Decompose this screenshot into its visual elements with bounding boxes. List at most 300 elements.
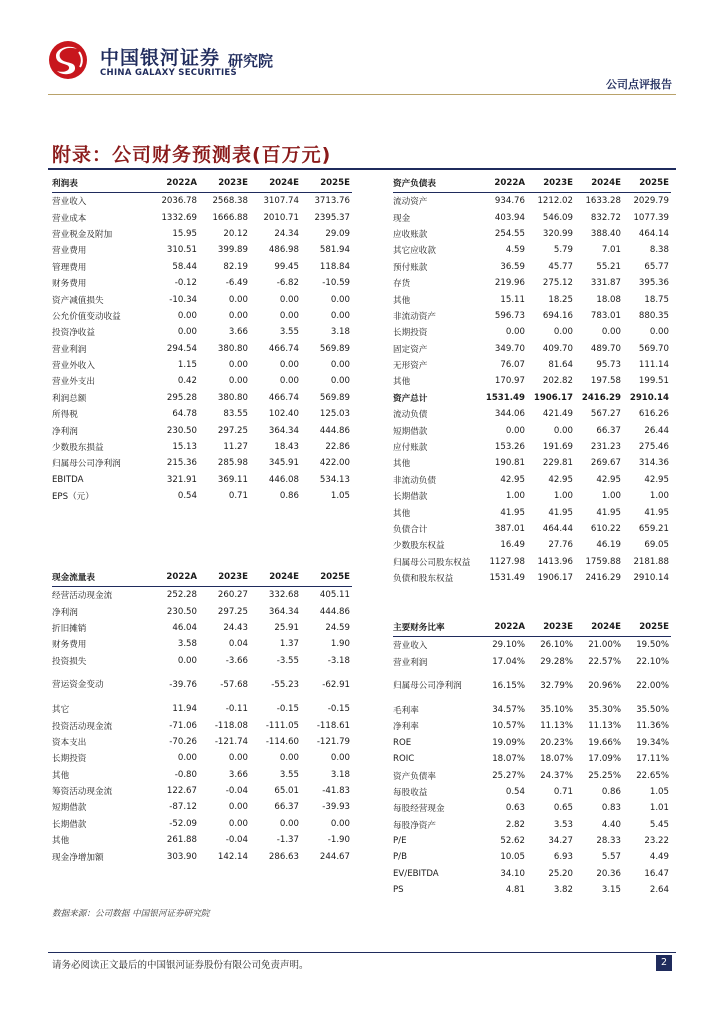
cell-value: -111.05	[265, 720, 299, 731]
table-row	[393, 291, 671, 307]
cell-value: 0.00	[279, 376, 299, 387]
table-row	[52, 390, 352, 406]
cell-value: 41.95	[548, 507, 573, 518]
cell-value: 65.77	[644, 261, 669, 272]
cell-value: 596.73	[494, 310, 525, 321]
cell-value: 0.86	[279, 491, 299, 502]
cell-value: 11.94	[172, 704, 197, 715]
row-label: 营业成本	[52, 213, 87, 224]
table-row	[52, 193, 352, 210]
table-row	[52, 767, 352, 783]
row-label: EV/EBITDA	[393, 868, 439, 879]
cell-value: 616.26	[638, 409, 669, 420]
cell-value: 2395.37	[314, 212, 350, 223]
cell-value: 69.05	[644, 540, 669, 551]
cell-value: 5.57	[601, 852, 621, 863]
cell-value: -121.74	[214, 736, 248, 747]
cell-value: 486.98	[268, 245, 299, 256]
table-row	[52, 373, 352, 389]
row-label: 净利润	[52, 426, 78, 437]
table-row	[393, 357, 671, 373]
table-row	[393, 570, 671, 586]
table-row	[52, 587, 352, 604]
cell-value: 202.82	[542, 376, 573, 387]
cell-value: 466.74	[268, 392, 299, 403]
income-statement-table	[52, 174, 352, 504]
year-header: 2025E	[301, 568, 352, 587]
cell-value: 6.93	[553, 852, 573, 863]
cell-value: -71.06	[169, 720, 197, 731]
cell-value: 1.37	[279, 639, 299, 650]
cell-value: 403.94	[494, 212, 525, 223]
cell-value: -0.80	[174, 769, 197, 780]
cell-value: 0.00	[279, 753, 299, 764]
row-label: 财务费用	[52, 640, 87, 651]
cell-value: 310.51	[166, 245, 197, 256]
row-label: 少数股东权益	[393, 541, 445, 552]
cell-value: 1413.96	[537, 556, 573, 567]
cell-value: 349.70	[494, 343, 525, 354]
table-row	[393, 637, 671, 654]
cell-value: 20.23%	[540, 737, 573, 748]
cell-value: 17.04%	[492, 656, 525, 667]
cell-value: 0.71	[553, 786, 573, 797]
cell-value: 421.49	[542, 409, 573, 420]
cell-value: -0.12	[174, 278, 197, 289]
page-header	[0, 0, 724, 100]
row-label: 营业收入	[52, 197, 87, 208]
table-row	[393, 209, 671, 225]
cell-value: 331.87	[590, 278, 621, 289]
year-header: 2025E	[623, 174, 671, 193]
table-row	[393, 554, 671, 570]
cell-value: 11.13%	[588, 721, 621, 732]
cell-value: 19.66%	[588, 737, 621, 748]
cell-value: 694.16	[542, 310, 573, 321]
cell-value: 2910.14	[633, 573, 669, 584]
cell-value: 464.14	[638, 228, 669, 239]
table-row	[393, 390, 671, 406]
table-row	[52, 783, 352, 799]
cell-value: 464.44	[542, 524, 573, 534]
cell-value: -55.23	[271, 679, 299, 690]
cell-value: 0.00	[279, 310, 299, 321]
year-header: 2025E	[623, 618, 671, 637]
cell-value: 2029.79	[633, 196, 669, 207]
table-row	[52, 653, 352, 669]
year-header: 2022A	[479, 174, 527, 193]
row-label: 负债合计	[393, 525, 428, 535]
cell-value: -121.79	[316, 736, 350, 747]
cell-value: 0.00	[279, 360, 299, 371]
row-label: 资产负债率	[393, 771, 436, 782]
cell-value: 0.00	[330, 818, 350, 829]
table-row	[52, 669, 352, 701]
cell-value: 229.81	[542, 458, 573, 469]
cell-value: 3713.76	[314, 196, 350, 207]
year-header: 2025E	[301, 174, 352, 193]
cell-value: 35.30%	[588, 704, 621, 715]
cell-value: 1.15	[177, 360, 197, 371]
row-label-text: 归属母公司净利润	[393, 680, 462, 691]
cell-value: 1.05	[649, 786, 669, 797]
cell-value: 1531.49	[485, 392, 525, 403]
cell-value: 4.59	[505, 245, 525, 256]
cell-value: 2036.78	[161, 196, 197, 207]
cell-value: 344.06	[494, 409, 525, 420]
document-type: 公司点评报告	[606, 78, 672, 91]
cell-value: 19.50%	[636, 640, 669, 651]
cell-value: 0.00	[228, 310, 248, 321]
year-header: 2024E	[575, 618, 623, 637]
cell-value: 22.65%	[636, 770, 669, 781]
row-label: 每股经营现金	[393, 804, 445, 815]
cell-value: 489.70	[590, 343, 621, 354]
cell-value: 364.34	[268, 606, 299, 617]
row-label: 其他	[393, 295, 411, 306]
table-row	[393, 308, 671, 324]
cell-value: 102.40	[268, 409, 299, 420]
cell-value: 21.00%	[588, 640, 621, 651]
table-row	[393, 718, 671, 734]
cell-value: 569.70	[638, 343, 669, 354]
table-row	[393, 373, 671, 389]
cell-value: 0.00	[649, 327, 669, 338]
cell-value: 0.63	[505, 803, 525, 814]
cell-value: 42.95	[500, 474, 525, 485]
cell-value: 3.66	[228, 327, 248, 338]
cell-value: 5.45	[649, 819, 669, 830]
brand-name: 中国银河证券	[100, 47, 221, 69]
row-label: 每股净资产	[393, 820, 436, 831]
cell-value: 42.95	[596, 474, 621, 485]
cell-value: 153.26	[494, 442, 525, 453]
cell-value: 29.10%	[492, 640, 525, 651]
row-label: 现金净增加额	[52, 852, 104, 863]
cell-value: 1.00	[505, 491, 525, 502]
cash-flow-header-row	[52, 568, 352, 587]
cell-value: 142.14	[217, 851, 248, 862]
row-label: 经营活动现金流	[52, 591, 113, 602]
page-number: 2	[656, 955, 672, 971]
row-label: 少数股东损益	[52, 443, 104, 454]
cell-value: 0.00	[553, 425, 573, 436]
cell-value: 17.11%	[636, 754, 669, 765]
cell-value: 269.67	[590, 458, 621, 469]
year-header: 2023E	[199, 568, 250, 587]
row-label: 流动资产	[393, 197, 428, 208]
row-label: EPS（元）	[52, 492, 94, 503]
table-row	[52, 750, 352, 766]
row-label: 其他	[393, 459, 411, 470]
cell-value: 297.25	[217, 606, 248, 617]
cell-value: 0.00	[177, 310, 197, 321]
cell-value: 27.76	[548, 540, 573, 551]
table-row	[52, 488, 352, 504]
cell-value: 197.58	[590, 376, 621, 387]
cell-value: 199.51	[638, 376, 669, 387]
row-label: 长期投资	[393, 328, 428, 339]
cell-value: -0.15	[276, 704, 299, 715]
cell-value: 36.59	[500, 261, 525, 272]
cell-value: -6.82	[276, 278, 299, 289]
cell-value: 297.25	[217, 425, 248, 436]
table-row	[52, 620, 352, 636]
table-row	[393, 521, 671, 537]
row-label: 归属母公司股东权益	[393, 557, 471, 568]
cell-value: -1.37	[276, 835, 299, 846]
row-label: 其它应收款	[393, 246, 436, 257]
cell-value: 0.00	[228, 818, 248, 829]
cell-value: 0.54	[505, 786, 525, 797]
cell-value: 81.64	[548, 360, 573, 371]
table-row	[52, 422, 352, 438]
cell-value: 111.14	[638, 360, 669, 371]
cell-value: 34.27	[548, 836, 573, 847]
table-row	[52, 636, 352, 652]
cell-value: 2010.71	[263, 212, 299, 223]
row-label: 固定资产	[393, 344, 428, 355]
row-label: 流动负债	[393, 410, 428, 421]
cell-value: 4.40	[601, 819, 621, 830]
cell-value: 125.03	[319, 409, 350, 420]
title-divider	[48, 168, 676, 170]
income-statement-title: 利润表	[52, 174, 148, 193]
table-row	[52, 324, 352, 340]
row-label: 营业收入	[393, 641, 428, 652]
table-row	[52, 242, 352, 258]
cash-flow-table	[52, 568, 352, 865]
row-label: 归属母公司净利润	[52, 459, 121, 470]
cell-value: 260.27	[217, 590, 248, 601]
cell-value: 399.89	[217, 245, 248, 256]
cell-value: 1.05	[330, 491, 350, 502]
cell-value: 934.76	[494, 196, 525, 207]
cell-value: 1.00	[553, 491, 573, 502]
cell-value: 18.08	[596, 294, 621, 305]
row-label: 其他	[52, 836, 70, 847]
cell-value: 380.80	[217, 392, 248, 403]
cell-value: 35.50%	[636, 704, 669, 715]
cell-value: -1.90	[327, 835, 350, 846]
table-row	[393, 800, 671, 816]
cell-value: -3.66	[225, 655, 248, 666]
table-row	[52, 308, 352, 324]
cell-value: 295.28	[166, 392, 197, 403]
cell-value: 1759.88	[585, 556, 621, 567]
cell-value: 0.00	[601, 327, 621, 338]
cell-value: 783.01	[590, 310, 621, 321]
table-row	[52, 291, 352, 307]
cell-value: 18.07%	[492, 754, 525, 765]
table-row	[52, 734, 352, 750]
cell-value: -0.11	[225, 704, 248, 715]
table-row	[52, 439, 352, 455]
cell-value: -10.59	[322, 278, 350, 289]
cell-value: 303.90	[166, 851, 197, 862]
row-label: 投资活动现金流	[52, 721, 113, 732]
cell-value: 22.10%	[636, 656, 669, 667]
cell-value: 0.54	[177, 491, 197, 502]
row-label: 长期借款	[52, 819, 87, 830]
cell-value: -6.49	[225, 278, 248, 289]
cell-value: 285.98	[217, 458, 248, 469]
cell-value: 191.69	[542, 442, 573, 453]
cell-value: 16.15%	[492, 680, 525, 691]
cell-value: 0.00	[228, 376, 248, 387]
cell-value: 1127.98	[489, 556, 525, 567]
cell-value: 15.95	[172, 228, 197, 239]
cell-value: 5.79	[553, 245, 573, 256]
row-label: 存货	[393, 279, 411, 290]
cell-value: 7.01	[601, 245, 621, 256]
cell-value: 880.35	[638, 310, 669, 321]
cell-value: 444.86	[319, 425, 350, 436]
cell-value: 387.01	[494, 524, 525, 534]
cell-value: 66.37	[596, 425, 621, 436]
cell-value: -10.34	[169, 294, 197, 305]
row-label: 其他	[393, 377, 411, 388]
cell-value: 42.95	[644, 474, 669, 485]
table-row	[52, 341, 352, 357]
row-label: 其它	[52, 705, 70, 716]
row-label: 资产减值损失	[52, 295, 104, 306]
table-row	[393, 472, 671, 488]
table-row	[52, 226, 352, 242]
cell-value: 95.73	[596, 360, 621, 371]
row-label: PS	[393, 885, 404, 896]
year-header: 2023E	[199, 174, 250, 193]
cell-value: 64.78	[172, 409, 197, 420]
table-row	[393, 488, 671, 504]
financial-ratios-table	[393, 618, 671, 898]
table-row	[52, 816, 352, 832]
table-row	[393, 849, 671, 865]
galaxy-s-logo-icon	[48, 40, 88, 80]
cell-value: -87.12	[169, 802, 197, 813]
cell-value: 3.15	[601, 885, 621, 896]
cell-value: 1.90	[330, 639, 350, 650]
row-label: 现金	[393, 213, 411, 224]
cell-value: 3.53	[553, 819, 573, 830]
cell-value: 19.34%	[636, 737, 669, 748]
cell-value: 0.00	[553, 327, 573, 338]
cell-value: 230.50	[166, 425, 197, 436]
cell-value: 567.27	[590, 409, 621, 420]
cell-value: 52.62	[500, 836, 525, 847]
cell-value: 0.00	[177, 753, 197, 764]
cell-value: 41.95	[644, 507, 669, 518]
cell-value: 1332.69	[161, 212, 197, 223]
cell-value: 22.00%	[636, 680, 669, 691]
table-row	[393, 833, 671, 849]
cell-value: 364.34	[268, 425, 299, 436]
table-row	[393, 226, 671, 242]
financial-ratios-title: 主要财务比率	[393, 618, 479, 637]
row-label: 利润总额	[52, 393, 87, 404]
cell-value: 581.94	[319, 245, 350, 256]
cell-value: 395.36	[638, 278, 669, 289]
cell-value: 15.11	[500, 294, 525, 305]
table-row	[393, 455, 671, 471]
table-row	[393, 653, 671, 669]
cell-value: 0.83	[601, 803, 621, 814]
year-header: 2024E	[250, 568, 301, 587]
cell-value: 332.68	[268, 590, 299, 601]
cell-value: 22.86	[325, 442, 350, 453]
row-label: 营业外收入	[52, 361, 95, 372]
cell-value: 34.57%	[492, 704, 525, 715]
cell-value: 190.81	[494, 458, 525, 469]
table-row	[393, 784, 671, 800]
cell-value: 66.37	[274, 802, 299, 813]
cell-value: 2181.88	[633, 556, 669, 567]
table-row	[52, 832, 352, 848]
cell-value: -39.76	[169, 679, 197, 690]
year-header: 2022A	[479, 618, 527, 637]
cell-value: -118.08	[214, 720, 248, 731]
cell-value: 405.11	[319, 590, 350, 601]
cell-value: 34.10	[500, 868, 525, 879]
cell-value: 11.13%	[540, 721, 573, 732]
table-row	[393, 422, 671, 438]
cell-value: 4.81	[505, 885, 525, 896]
cell-value: 11.27	[223, 442, 248, 453]
cell-value: -0.04	[225, 786, 248, 797]
row-label: 净利润	[52, 607, 78, 618]
table-row	[52, 275, 352, 291]
cell-value: -114.60	[265, 736, 299, 747]
table-row	[52, 209, 352, 225]
cell-value: 610.22	[590, 524, 621, 534]
table-row	[52, 472, 352, 488]
cell-value: 28.33	[596, 836, 621, 847]
cell-value: -0.15	[327, 704, 350, 715]
row-label: 投资净收益	[52, 328, 95, 339]
cell-value: 1212.02	[537, 196, 573, 207]
cell-value: 42.95	[548, 474, 573, 485]
cell-value: 286.63	[268, 851, 299, 862]
cell-value: -39.93	[322, 802, 350, 813]
table-row	[393, 242, 671, 258]
balance-sheet-header-row	[393, 174, 671, 193]
institute-name: 研究院	[228, 52, 274, 70]
income-statement-header-row	[52, 174, 352, 193]
cell-value: 275.46	[638, 442, 669, 453]
cell-value: 2.64	[649, 885, 669, 896]
row-label: 折旧摊销	[52, 623, 87, 634]
row-label: 公允价值变动收益	[52, 311, 121, 322]
cell-value: 1077.39	[633, 212, 669, 223]
table-row	[52, 603, 352, 619]
table-row	[393, 767, 671, 783]
row-label: 筹资活动现金流	[52, 787, 113, 798]
cell-value: 3.58	[177, 639, 197, 650]
row-label: 非流动资产	[393, 311, 436, 322]
table-row	[393, 324, 671, 340]
row-label: 长期投资	[52, 754, 87, 765]
row-label: 应收账款	[393, 229, 428, 240]
row-label: P/E	[393, 836, 407, 847]
table-row	[52, 717, 352, 733]
table-row	[393, 439, 671, 455]
row-label: 短期借款	[393, 426, 428, 437]
cell-value: 388.40	[590, 228, 621, 239]
row-label: 每股收益	[393, 787, 428, 798]
table-row	[393, 670, 671, 702]
table-row	[393, 259, 671, 275]
cell-value: 244.67	[319, 851, 350, 862]
